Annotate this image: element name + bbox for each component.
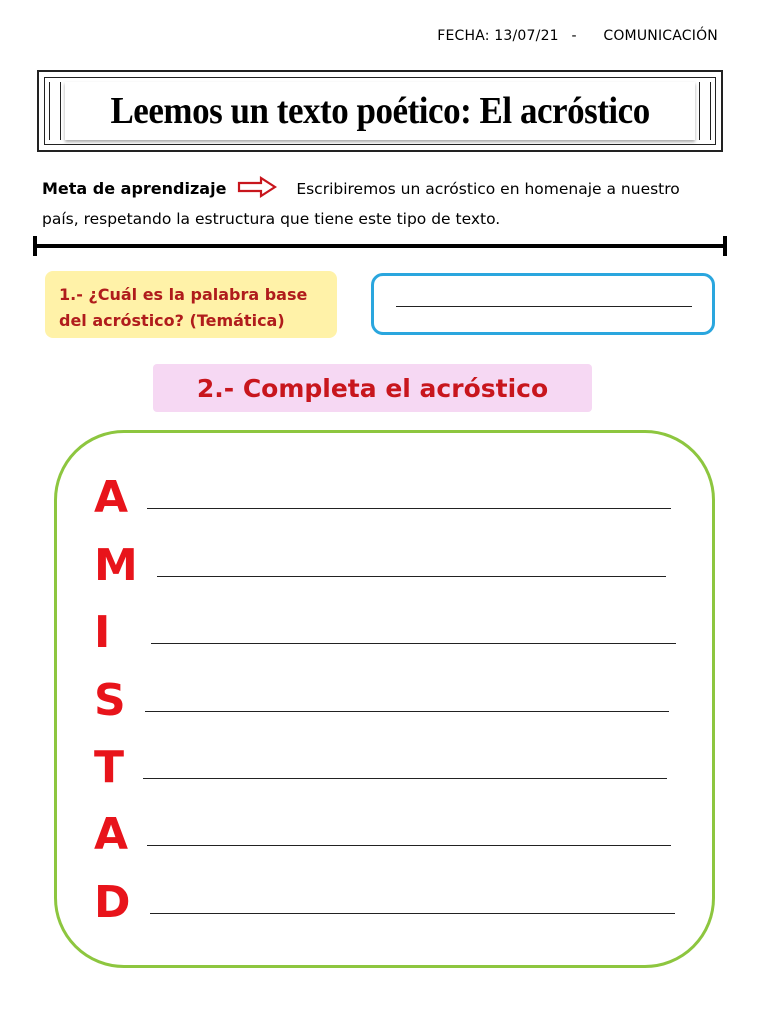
acrostic-letter: A: [94, 809, 129, 860]
acrostic-answer-line[interactable]: [147, 508, 671, 509]
acrostic-letter: I: [94, 607, 111, 658]
subject-label: COMUNICACIÓN: [603, 28, 718, 44]
acrostic-answer-line[interactable]: [151, 643, 676, 644]
frame-decoration-left: [49, 82, 61, 140]
frame-decoration-right: [699, 82, 711, 140]
title-frame: [37, 70, 723, 152]
question-1-line1: 1.- ¿Cuál es la palabra base: [59, 285, 308, 304]
acrostic-row: [57, 805, 712, 865]
acrostic-answer-line[interactable]: [150, 913, 675, 914]
acrostic-answer-line[interactable]: [143, 778, 667, 779]
acrostic-answer-line[interactable]: [145, 711, 669, 712]
arrow-right-icon: [237, 176, 277, 206]
acrostic-letter: S: [94, 675, 126, 726]
header-separator: -: [571, 28, 577, 44]
acrostic-row: [57, 468, 712, 528]
page-title: Leemos un texto poético: El acróstico: [110, 90, 650, 132]
goal-label: Meta de aprendizaje: [42, 179, 227, 198]
acrostic-row: [57, 738, 712, 798]
learning-goal: [42, 176, 730, 232]
question-2: 2.- Completa el acróstico: [153, 364, 592, 412]
acrostic-row: [57, 873, 712, 933]
acrostic-letter: T: [94, 742, 125, 793]
acrostic-answer-line[interactable]: [147, 845, 671, 846]
answer-box[interactable]: [371, 273, 715, 335]
date-label: FECHA: 13/07/21: [437, 28, 559, 44]
acrostic-row: [57, 603, 712, 663]
header-meta: [437, 28, 718, 44]
acrostic-answer-line[interactable]: [157, 576, 666, 577]
question-1-line2: del acróstico? (Temática): [59, 311, 285, 330]
acrostic-letter: M: [94, 540, 138, 591]
acrostic-row: [57, 671, 712, 731]
acrostic-letter: A: [94, 472, 129, 523]
acrostic-row: [57, 536, 712, 596]
goal-text-line1: Escribiremos un acróstico en homenaje a nuestro: [296, 180, 680, 198]
acrostic-letter: D: [94, 877, 131, 928]
question-1: [45, 271, 337, 338]
acrostic-box: [54, 430, 715, 968]
answer-line[interactable]: [396, 306, 692, 307]
section-divider: [33, 244, 727, 248]
title-banner: [65, 82, 695, 140]
goal-text-line2: país, respetando la estructura que tiene este tipo de texto.: [42, 210, 501, 228]
